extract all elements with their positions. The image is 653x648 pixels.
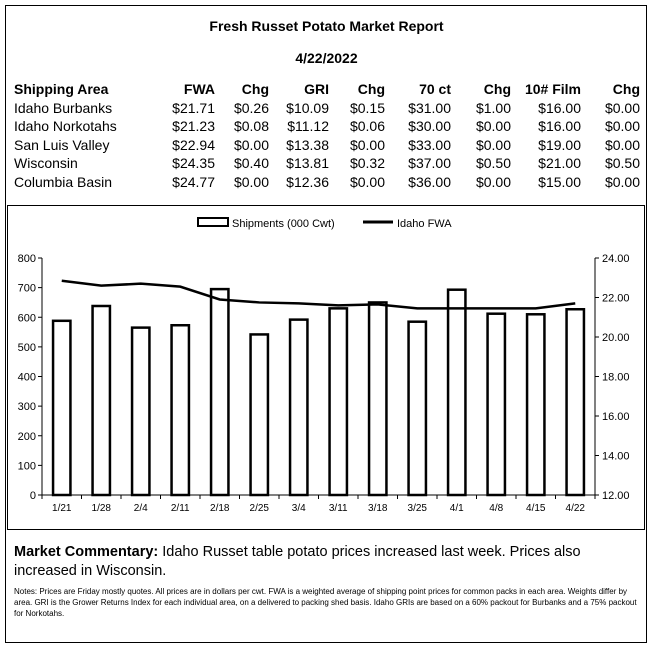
cell-gri: $11.12 bbox=[287, 118, 329, 135]
x-tick-label: 3/18 bbox=[368, 503, 388, 514]
cell-fwa: $22.94 bbox=[172, 136, 215, 153]
cell-fwa-chg: $0.00 bbox=[233, 136, 269, 153]
x-tick-label: 1/21 bbox=[52, 503, 72, 514]
left-tick-label: 500 bbox=[17, 341, 36, 354]
cell-gri-chg: $0.06 bbox=[349, 118, 385, 135]
cell-area: Wisconsin bbox=[14, 155, 78, 172]
right-tick-label: 24.00 bbox=[602, 253, 630, 265]
shipment-bar bbox=[290, 320, 307, 495]
shipment-bar bbox=[409, 322, 426, 495]
x-tick-label: 2/18 bbox=[210, 503, 230, 514]
cell-10lb-film: $15.00 bbox=[538, 173, 581, 190]
cell-70ct: $30.00 bbox=[408, 118, 451, 135]
cell-fwa: $24.77 bbox=[172, 173, 215, 190]
shipment-bar bbox=[488, 314, 505, 495]
chart-panel bbox=[7, 205, 645, 530]
report-notes: Notes: Prices are Friday mostly quotes. All prices are in dollars per cwt. FWA is a weighted average of shipping point prices for common packs in each area. Weights differ by area. GRI is the Grower Returns Index for each individual area, on a delivered to packing shed basis. Idaho GRIs are based on a 60% packout for Burbanks and a 75% packout for Norkotahs. bbox=[14, 587, 637, 618]
cell-gri-chg: $0.00 bbox=[349, 173, 385, 190]
header-70ct: 70 ct bbox=[419, 81, 451, 98]
left-tick-label: 600 bbox=[17, 312, 36, 325]
cell-10lb-film-chg: $0.00 bbox=[604, 99, 640, 116]
cell-fwa: $21.23 bbox=[172, 118, 215, 135]
legend-fwa-label: Idaho FWA bbox=[397, 218, 452, 230]
shipment-bar bbox=[172, 325, 189, 495]
x-tick-label: 4/15 bbox=[526, 503, 546, 514]
cell-area: Idaho Burbanks bbox=[14, 99, 113, 116]
cell-10lb-film: $16.00 bbox=[538, 99, 581, 116]
table-row bbox=[14, 173, 640, 192]
header-shipping-area: Shipping Area bbox=[14, 81, 109, 98]
cell-70ct-chg: $0.00 bbox=[475, 173, 511, 190]
report-title: Fresh Russet Potato Market Report bbox=[209, 18, 444, 34]
report-date: 4/22/2022 bbox=[295, 50, 358, 66]
cell-10lb-film: $19.00 bbox=[538, 136, 581, 153]
x-tick-label: 1/28 bbox=[91, 503, 111, 514]
x-tick-label: 4/8 bbox=[489, 503, 504, 514]
cell-70ct-chg: $0.00 bbox=[475, 118, 511, 135]
header-10lb-film-chg: Chg bbox=[612, 81, 640, 98]
left-tick-label: 300 bbox=[17, 401, 36, 414]
cell-fwa-chg: $0.00 bbox=[233, 173, 269, 190]
x-tick-label: 3/4 bbox=[291, 503, 306, 514]
x-tick-label: 4/22 bbox=[565, 503, 585, 514]
cell-70ct-chg: $0.00 bbox=[475, 136, 511, 153]
header-10lb-film: 10# Film bbox=[524, 81, 581, 98]
left-tick-label: 700 bbox=[17, 282, 36, 295]
cell-fwa: $21.71 bbox=[172, 99, 215, 116]
x-tick-label: 3/25 bbox=[407, 503, 427, 514]
cell-10lb-film: $16.00 bbox=[538, 118, 581, 135]
left-tick-label: 200 bbox=[17, 430, 36, 443]
legend-shipments-label: Shipments (000 Cwt) bbox=[232, 218, 335, 230]
x-tick-label: 4/1 bbox=[449, 503, 464, 514]
right-tick-label: 18.00 bbox=[602, 371, 630, 384]
commentary-label: Market Commentary: bbox=[14, 544, 159, 560]
shipment-bar bbox=[132, 328, 149, 495]
cell-fwa-chg: $0.26 bbox=[233, 99, 269, 116]
cell-gri: $13.38 bbox=[286, 136, 329, 153]
cell-70ct: $33.00 bbox=[408, 136, 451, 153]
right-tick-label: 14.00 bbox=[602, 450, 630, 463]
shipment-bar bbox=[567, 309, 584, 495]
table-header-row bbox=[14, 80, 640, 99]
cell-gri-chg: $0.15 bbox=[349, 99, 385, 116]
cell-gri-chg: $0.00 bbox=[349, 136, 385, 153]
cell-fwa-chg: $0.08 bbox=[233, 118, 269, 135]
x-tick-label: 2/11 bbox=[170, 503, 190, 514]
header-fwa-chg: Chg bbox=[241, 81, 269, 98]
header-70ct-chg: Chg bbox=[483, 81, 511, 98]
table-row bbox=[14, 99, 640, 118]
cell-10lb-film-chg: $0.00 bbox=[604, 118, 640, 135]
shipment-bar bbox=[211, 289, 228, 495]
x-tick-label: 2/25 bbox=[249, 503, 269, 514]
cell-gri: $10.09 bbox=[286, 99, 329, 116]
cell-70ct: $37.00 bbox=[408, 155, 451, 172]
x-tick-label: 2/4 bbox=[133, 503, 148, 514]
cell-70ct-chg: $0.50 bbox=[475, 155, 511, 172]
shipment-bar bbox=[53, 321, 70, 495]
left-tick-label: 0 bbox=[29, 490, 36, 502]
cell-10lb-film: $21.00 bbox=[538, 155, 581, 172]
cell-fwa-chg: $0.40 bbox=[233, 155, 269, 172]
cell-area: Idaho Norkotahs bbox=[14, 118, 117, 135]
header-gri: GRI bbox=[304, 81, 329, 98]
market-commentary bbox=[14, 543, 640, 581]
right-tick-label: 16.00 bbox=[602, 411, 630, 423]
cell-fwa: $24.35 bbox=[172, 155, 215, 172]
idaho-fwa-line bbox=[62, 281, 576, 309]
cell-70ct-chg: $1.00 bbox=[475, 99, 511, 116]
shipment-bar bbox=[527, 314, 544, 495]
table-row bbox=[14, 117, 640, 136]
cell-10lb-film-chg: $0.00 bbox=[604, 136, 640, 153]
header-fwa: FWA bbox=[183, 81, 215, 98]
right-tick-label: 22.00 bbox=[602, 292, 630, 305]
legend-shipments-swatch bbox=[198, 218, 228, 226]
commentary-text: Idaho Russet table potato prices increased last week. Prices also increased in Wisconsin. bbox=[14, 544, 581, 579]
shipment-bar bbox=[448, 290, 465, 495]
cell-10lb-film-chg: $0.50 bbox=[604, 155, 640, 172]
left-tick-label: 400 bbox=[17, 371, 36, 384]
cell-gri-chg: $0.32 bbox=[349, 155, 385, 172]
right-tick-label: 12.00 bbox=[602, 490, 630, 502]
cell-gri: $12.36 bbox=[286, 173, 329, 190]
shipment-bar bbox=[330, 308, 347, 495]
table-row bbox=[14, 154, 640, 173]
cell-10lb-film-chg: $0.00 bbox=[604, 173, 640, 190]
shipment-bar bbox=[251, 334, 268, 495]
shipment-bar bbox=[369, 302, 386, 495]
price-table bbox=[14, 80, 640, 191]
left-tick-label: 800 bbox=[17, 253, 36, 265]
shipment-bar bbox=[93, 306, 110, 495]
header-gri-chg: Chg bbox=[357, 81, 385, 98]
cell-70ct: $36.00 bbox=[408, 173, 451, 190]
x-tick-label: 3/11 bbox=[328, 503, 348, 514]
cell-area: San Luis Valley bbox=[14, 136, 110, 153]
left-tick-label: 100 bbox=[17, 460, 36, 473]
shipments-fwa-chart bbox=[8, 206, 643, 528]
cell-area: Columbia Basin bbox=[14, 173, 113, 190]
right-tick-label: 20.00 bbox=[602, 332, 630, 344]
cell-gri: $13.81 bbox=[286, 155, 329, 172]
cell-70ct: $31.00 bbox=[408, 99, 451, 116]
table-row bbox=[14, 136, 640, 155]
